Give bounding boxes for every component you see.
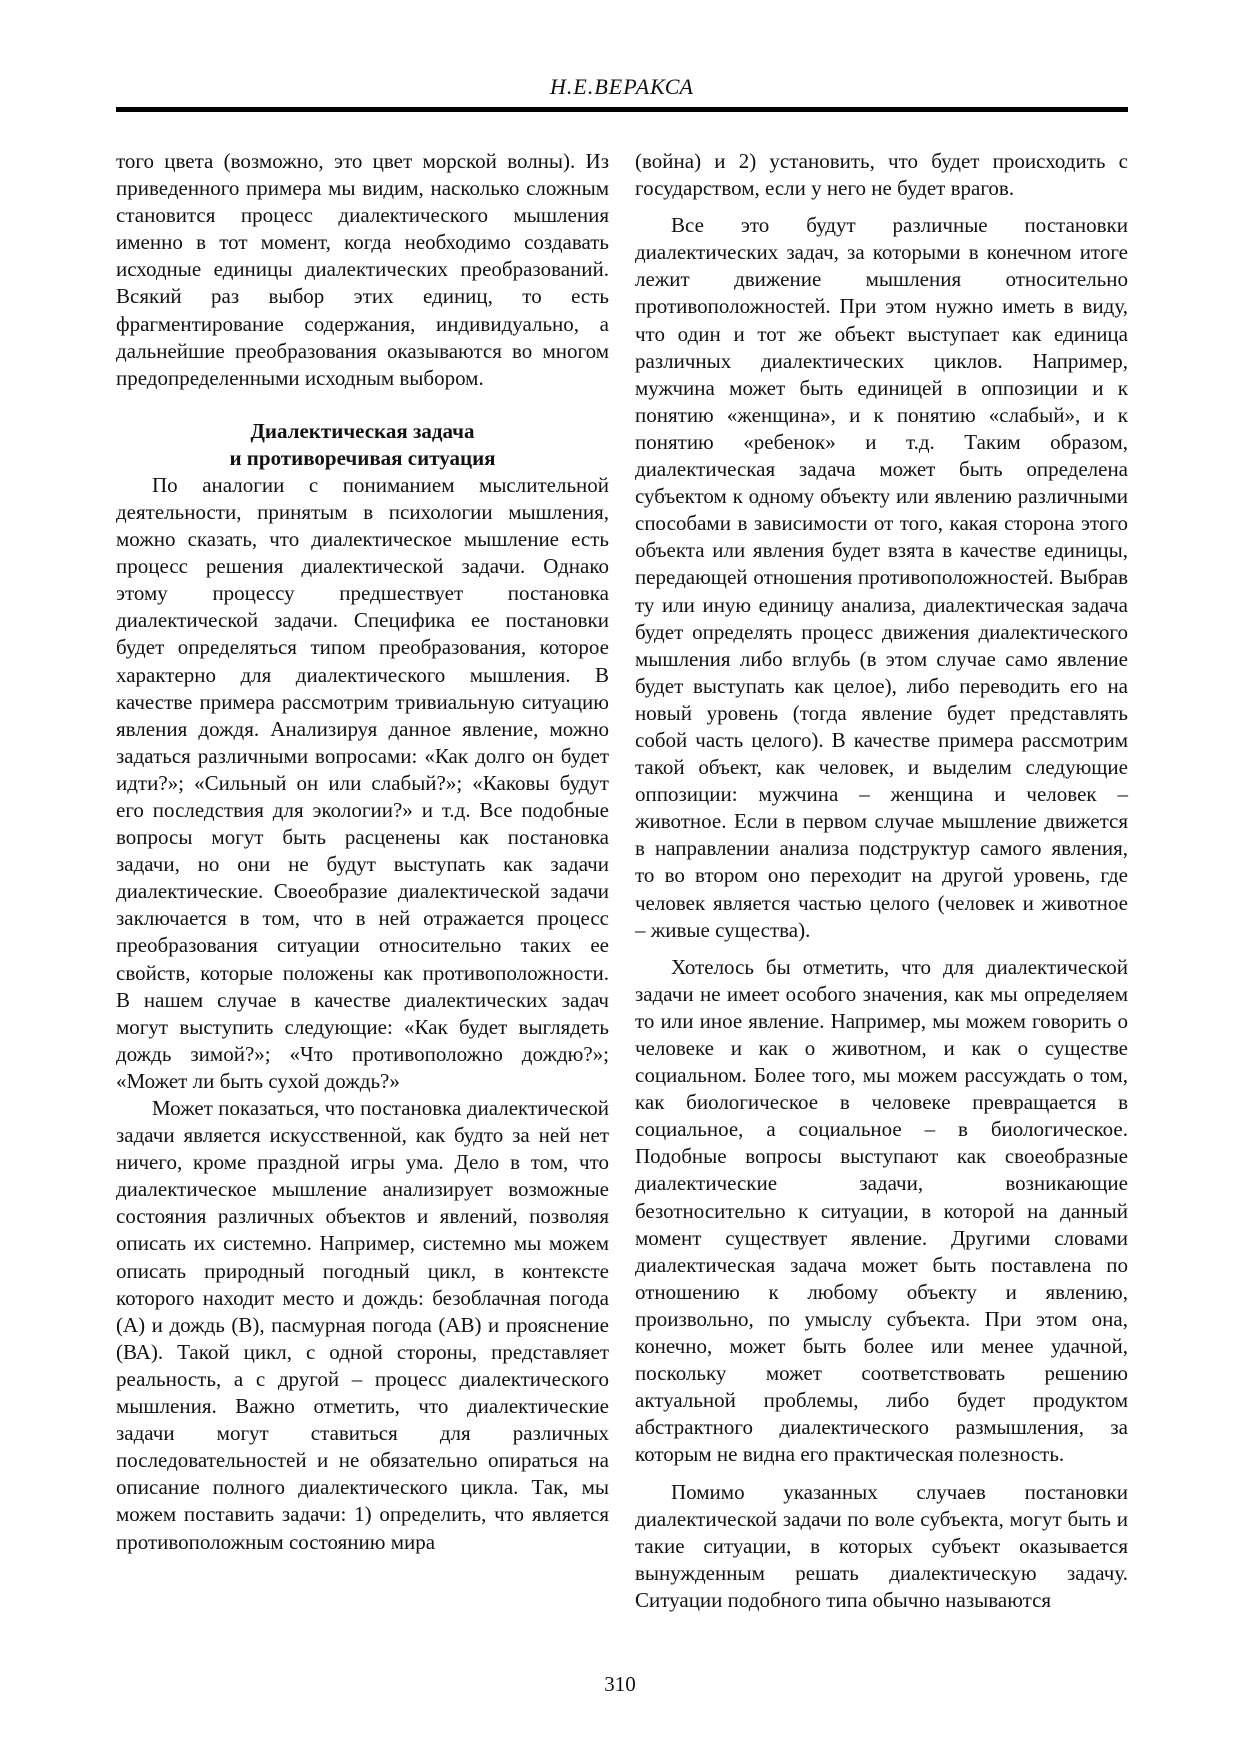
running-header: Н.Е.ВЕРАКСА [550, 74, 694, 99]
section-heading-line-1: Диалектическая задача [250, 418, 475, 443]
paragraph: Все это будут различные постановки диалектических задач, за которыми в конечном итоге лежит движение мышления относительно противоположностей. При этом нужно иметь в виду, что один и тот же объект выступает как единица различных диалектических циклов. Например, мужчина может быть единицей в оппозиции и к понятию «женщина», и к понятию «слабый», и к понятию «ребенок» и т.д. Таким образом, диалектическая задача может быть определена субъектом к одному объекту или явлению различными способами в зависимости от того, какая сторона этого объекта или явления будет взята в качестве единицы, передающей отношения противоположностей. Выбрав ту или иную единицу анализа, диалектическая задача будет определять процесс движения диалектического мышления либо вглубь (в этом случае само явление будет выступать как целое), либо переводить его на новый уровень (тогда явление будет представлять собой часть целого). В качестве примера рассмотрим такой объект, как человек, и выделим следующие оппозиции: мужчина – женщина и человек – животное. Если в первом случае мышление движется в направлении анализа подструктур самого явления, то во втором оно переходит на другой уровень, где человек является частью целого (человек и животное – живые существа). [635, 213, 1128, 942]
paragraph: Хотелось бы отметить, что для диалектической задачи не имеет особого значения, как мы определяем то или иное явление. Например, мы можем говорить о человеке и как о животном, и как о существе социальном. Более того, мы можем рассуждать о том, как биологическое в человеке превращается в социальное, а социальное – в биологическое. Подобные вопросы выступают как своеобразные диалектические задачи, возникающие безотносительно к ситуации, в которой на данный момент существует явление. Другими словами диалектическая задача может быть поставлена по отношению к любому объекту и явлению, произвольно, по умыслу субъекта. При этом она, конечно, может быть более или менее удачной, поскольку может соответствовать решению актуальной проблемы, либо будет продуктом абстрактного диалектического размышления, за которым не видна его практическая полезность. [635, 954, 1128, 1467]
section-heading [116, 418, 609, 472]
paragraph: По аналогии с пониманием мыслительной деятельности, принятым в психологии мышления, можно сказать, что диалектическое мышление есть процесс решения диалектической задачи. Однако этому процессу предшествует постановка диалектической задачи. Специфика ее постановки будет определяться типом преобразования, которое характерно для диалектического мышления. В качестве примера рассмотрим тривиальную ситуацию явления дождя. Анализируя данное явление, можно задаться различными вопросами: «Как долго он будет идти?»; «Сильный он или слабый?»; «Каковы будут его последствия для экологии?» и т.д. Все подобные вопросы могут быть расценены как постановка задачи, но они не будут выступать как задачи диалектические. Своеобразие диалектической задачи заключается в том, что в ней отражается процесс преобразования ситуации относительно таких ее свойств, которые положены как противоположности. В нашем случае в качестве диалектических задач могут выступить следующие: «Как будет выглядеть дождь зимой?»; «Что противоположно дождю?»; «Может ли быть сухой дождь?» [116, 472, 609, 1093]
paragraph: (война) и 2) установить, что будет происходить с государством, если у него не будет врагов. [635, 149, 1128, 201]
section-heading-line-2: и противоречивая ситуация [229, 445, 496, 470]
left-column [116, 148, 609, 1556]
right-column [635, 148, 1128, 1614]
paragraph: Может показаться, что постановка диалектической задачи является искусственной, как будто за ней нет ничего, кроме праздной игры ума. Дело в том, что диалектическое мышление анализирует возможные состояния различных объектов и явлений, позволяя описать их системно. Например, системно мы можем описать природный погодный цикл, в контексте которого находит место и дождь: безоблачная погода (А) и дождь (В), пасмурная погода (АВ) и прояснение (ВА). Такой цикл, с одной стороны, представляет реальность, а с другой – процесс диалектического мышления. Важно отметить, что диалектические задачи могут ставиться для различных последовательностей и не обязательно опираться на описание полного диалектического цикла. Так, мы можем поставить задачи: 1) определить, что является противоположным состоянию мира [116, 1096, 609, 1554]
page-number: 310 [604, 1672, 636, 1696]
paragraph: Помимо указанных случаев постановки диалектической задачи по воле субъекта, могут быть и такие ситуации, в которых субъект оказывается вынужденным решать диалектическую задачу. Ситуации подобного типа обычно называются [635, 1479, 1128, 1612]
paragraph: того цвета (возможно, это цвет морской волны). Из приведенного примера мы видим, насколько сложным становится процесс диалектического мышления именно в тот момент, когда необходимо создавать исходные единицы диалектических преобразований. Всякий раз выбор этих единиц, то есть фрагментирование содержания, индивидуально, а дальнейшие преобразования оказываются во многом предопределенными исходным выбором. [116, 149, 609, 390]
header-rule [116, 107, 1128, 112]
